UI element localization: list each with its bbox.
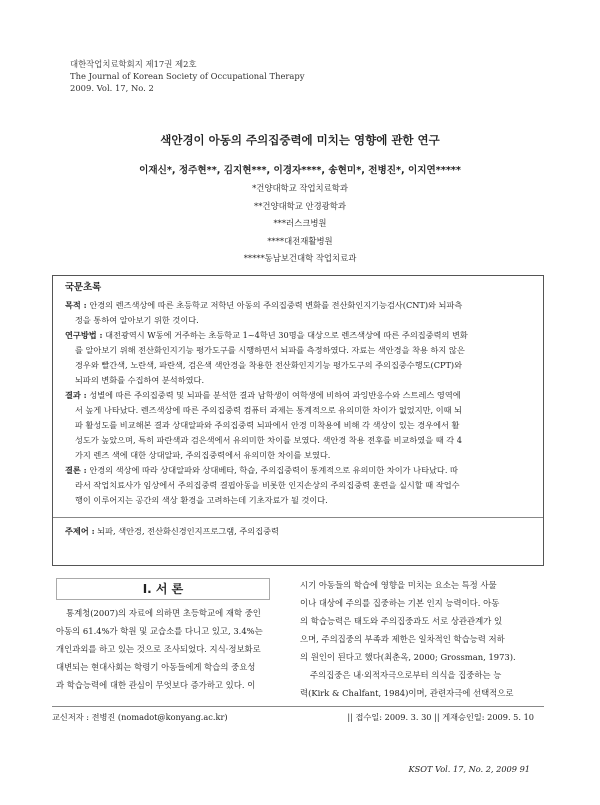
body-line: 의 원인이 된다고 했다(최춘옥, 2000; Grossman, 1973). (300, 652, 516, 662)
affiliation-3: ***러스크병원 (273, 218, 327, 228)
abstract-divider (53, 517, 543, 518)
keywords-text: 뇌파, 색안경, 전산화신경인지프로그램, 주의집중력 (97, 526, 279, 536)
result-text: 성별에 따른 주의집중력 및 뇌파를 분석한 결과 남학생이 여학생에 비하여 과잉반응수와 스트레스 영역에 (89, 390, 461, 400)
abstract-result-line: 성도가 높았으며, 특히 파란색과 검은색에서 유의미한 차이를 보였다. 색안경 착용 전후를 비교하였을 때 각 4 (75, 435, 462, 445)
abstract-result-line (65, 388, 535, 403)
body-line: 통계청(2007)의 자료에 의하면 초등학교에 재학 중인 (66, 608, 261, 618)
body-line: 시기 아동들의 학습에 영향을 미치는 요소는 특정 사물 (300, 580, 497, 590)
body-line: 개인과외를 하고 있는 것으로 조사되었다. 지식·정보화로 (56, 644, 261, 654)
abstract-method-line: 경우와 빨간색, 노란색, 파란색, 검은색 색안경을 착용한 전산화인지기능 평가도구의 주의집중수행도(CPT)와 (75, 360, 463, 370)
abstract-purpose-line (65, 298, 535, 313)
corresponding-author: 교신저자 : 전병진 (nomadot@konyang.ac.kr) (52, 712, 228, 722)
abstract-conclusion-line: 행이 이루어지는 공간의 색상 환경을 고려하는데 기초자료가 될 것이다. (75, 495, 328, 505)
keywords-label: 주제어 : (65, 526, 95, 536)
result-label: 결과 : (65, 390, 87, 400)
affiliation-4: ****대전재활병원 (267, 235, 333, 246)
section-heading-introduction: I. 서 론 (56, 578, 270, 600)
body-line: 의 학습능력은 태도와 주의집중과도 서로 상관관계가 있 (300, 616, 503, 626)
abstract-result-line: 서 높게 나타났다. 렌즈색상에 따른 주의집중력 컴퓨터 과제는 통계적으로 유의미한 차이가 없었지만, 이때 뇌 (75, 405, 463, 415)
purpose-label: 목적 : (65, 300, 87, 310)
abstract-purpose-line: 정을 통하여 알아보기 위한 것이다. (75, 315, 199, 325)
journal-korean-name: 대한작업치료학회지 제17권 제2호 (70, 59, 197, 69)
journal-issue: 2009. Vol. 17, No. 2 (70, 83, 154, 93)
body-line: 대변되는 현대사회는 학령기 아동들에게 학습의 중요성 (56, 662, 256, 672)
body-line: 아동의 61.4%가 학원 및 교습소를 다니고 있고, 3.4%는 (56, 626, 263, 636)
affiliation-list (0, 180, 600, 268)
page-footer: KSOT Vol. 17, No. 2, 2009 91 (408, 764, 530, 774)
body-line: 이나 대상에 주의를 집중하는 기본 인지 능력이다. 아동 (300, 598, 500, 608)
footnote (52, 712, 544, 723)
abstract-heading: 국문초록 (65, 282, 102, 293)
affiliation-5: *****동남보건대학 작업치료과 (243, 253, 357, 263)
journal-header (70, 58, 305, 94)
body-line: 력(Kirk & Chalfant, 1984)이며, 관련자극에 선택적으로 (300, 688, 514, 698)
method-label: 연구방법 : (65, 330, 103, 340)
footnote-divider (52, 706, 544, 707)
author-list: 이재신*, 정주현**, 김지현***, 이경자****, 송현미*, 전병진*, 이지연***** (139, 165, 461, 176)
body-column-left (56, 578, 276, 694)
keywords-line (65, 524, 535, 539)
purpose-text: 안경의 렌즈색상에 따른 초등학교 저학년 아동의 주의집중력 변화를 전산화인지기능검사(CNT)와 뇌파측 (89, 300, 463, 310)
abstract-result-line: 파 활성도를 비교해본 결과 상대알파와 주의집중력 뇌파에서 안경 미착용에 비해 각 색상이 있는 경우에서 활 (75, 420, 460, 430)
abstract-result-line: 가지 렌즈 색에 대한 상대알파, 주의집중력에서 유의미한 차이를 보였다. (75, 450, 331, 460)
submission-dates: || 접수일: 2009. 3. 30 || 게재승인일: 2009. 5. 10 (347, 712, 534, 722)
abstract-method-line (65, 328, 535, 343)
body-line: 으며, 주의집중의 부족과 제한은 일차적인 학습능력 저하 (300, 634, 505, 644)
abstract-method-line: 뇌파의 변화를 수집하여 분석하였다. (75, 375, 205, 385)
paper-title: 색안경이 아동의 주의집중력에 미치는 영향에 관한 연구 (160, 133, 440, 147)
affiliation-2: **건양대학교 안경광학과 (254, 200, 346, 211)
abstract-conclusion-line: 라서 작업치료사가 임상에서 주의집중력 결핍아동을 비롯한 인지손상의 주의집중력 훈련을 실시할 때 작업수 (75, 480, 460, 490)
body-line: 과 학습능력에 대한 관심이 무엇보다 증가하고 있다. 이 (56, 680, 256, 690)
conclusion-label: 결론 : (65, 465, 87, 475)
abstract-method-line: 를 알아보기 위해 전산화인지기능 평가도구를 시행하면서 뇌파를 측정하였다. 자료는 색안경을 착용 하지 않은 (75, 345, 465, 355)
conclusion-text: 안경의 색상에 따라 상대알파와 상대베타, 학습, 주의집중력이 통계적으로 유의미한 차이가 나타났다. 따 (89, 465, 458, 475)
abstract-conclusion-line (65, 463, 535, 478)
body-line: 주의집중은 내·외적자극으로부터 의식을 집중하는 능 (310, 670, 502, 680)
affiliation-1: *건양대학교 작업치료학과 (252, 183, 348, 193)
method-text: 대전광역시 W동에 거주하는 초등학교 1~4학년 30명을 대상으로 렌즈색상에 따른 주의집중력의 변화 (105, 330, 468, 340)
body-column-right (300, 576, 536, 702)
korean-abstract-box (52, 275, 544, 566)
journal-english-name: The Journal of Korean Society of Occupational Therapy (70, 71, 305, 81)
